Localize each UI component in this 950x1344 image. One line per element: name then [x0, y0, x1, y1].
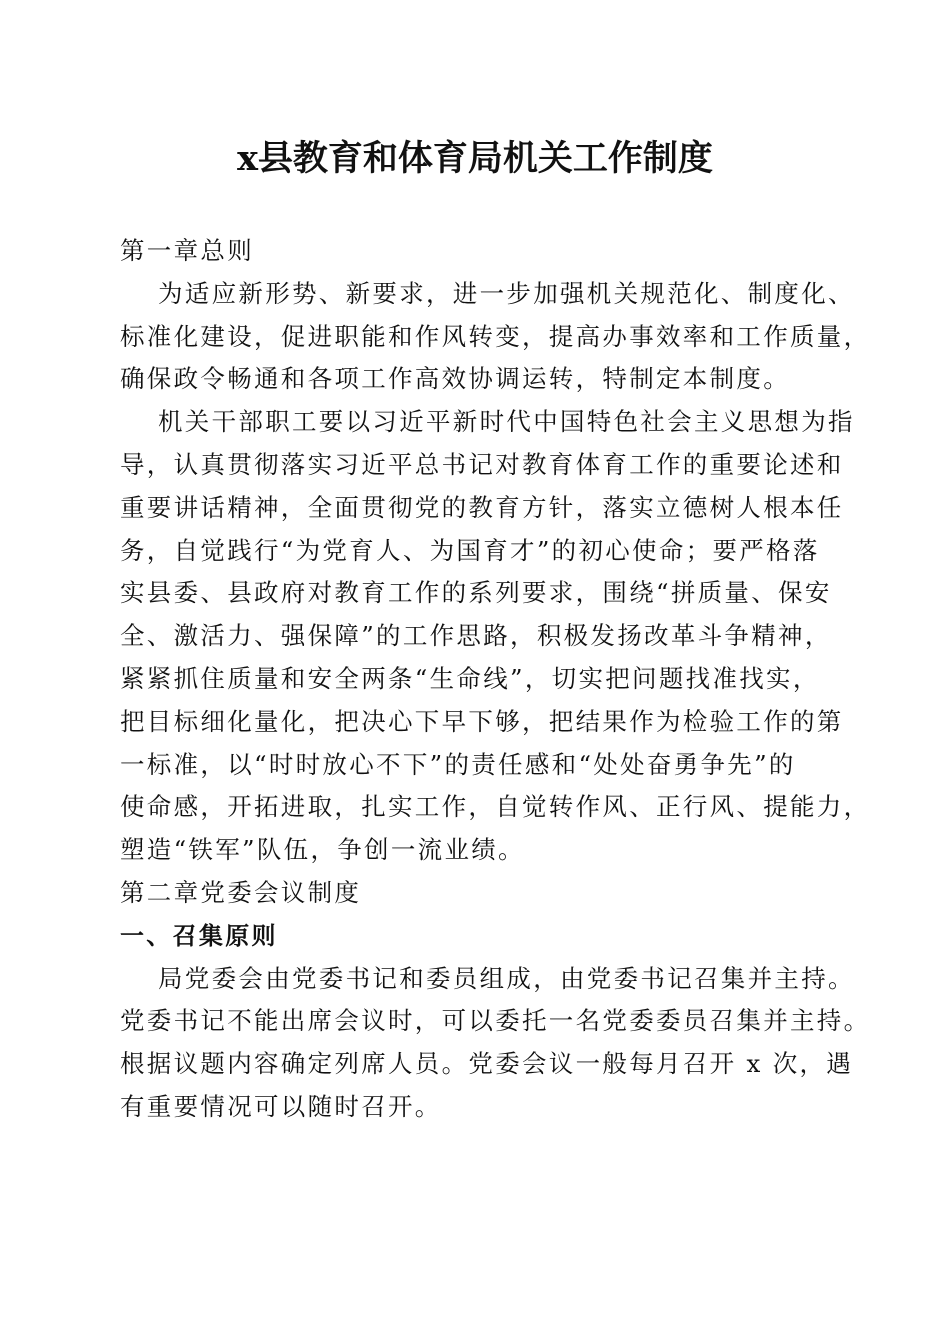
paragraph-line: 党委书记不能出席会议时，可以委托一名党委委员召集并主持。 [120, 1006, 871, 1036]
paragraph-line: 局党委会由党委书记和委员组成，由党委书记召集并主持。 [158, 963, 855, 993]
paragraph-line: 务，自觉践行“为党育人、为国育才”的初心使命；要严格落 [120, 535, 820, 565]
paragraph-line: 把目标细化量化，把决心下早下够，把结果作为检验工作的第 [120, 706, 844, 736]
paragraph-line: 导，认真贯彻落实习近平总书记对教育体育工作的重要论述和 [120, 449, 844, 479]
paragraph-line: 紧紧抓住质量和安全两条“生命线”，切实把问题找准找实， [120, 663, 820, 693]
paragraph-line: 全、激活力、强保障”的工作思路，积极发扬改革斗争精神， [120, 621, 832, 651]
paragraph-line: 机关干部职工要以习近平新时代中国特色社会主义思想为指 [158, 407, 855, 437]
chapter2-heading: 第二章党委会议制度 [120, 877, 362, 907]
paragraph-line: 确保政令畅通和各项工作高效协调运转，特制定本制度。 [120, 364, 790, 394]
paragraph-2 [120, 401, 871, 872]
document-title: x县教育和体育局机关工作制度 [237, 138, 713, 179]
document-body [120, 230, 871, 1129]
paragraph-3 [120, 958, 871, 1129]
paragraph-line: 塑造“铁军”队伍，争创一流业绩。 [120, 835, 525, 865]
paragraph-line: 实县委、县政府对教育工作的系列要求，围绕“拼质量、保安 [120, 578, 832, 608]
section1-heading: 一、召集原则 [120, 921, 278, 950]
paragraph-line: 根据议题内容确定列席人员。党委会议一般每月召开 x 次，遇 [120, 1049, 854, 1079]
paragraph-line: 使命感，开拓进取，扎实工作，自觉转作风、正行风、提能力， [120, 792, 871, 822]
chapter1-heading: 第一章总则 [120, 236, 254, 265]
paragraph-line: 重要讲话精神，全面贯彻党的教育方针，落实立德树人根本任 [120, 492, 844, 522]
paragraph-line: 为适应新形势、新要求，进一步加强机关规范化、制度化、 [158, 278, 855, 308]
paragraph-1 [120, 273, 871, 401]
paragraph-line: 标准化建设，促进职能和作风转变，提高办事效率和工作质量， [120, 321, 871, 351]
paragraph-line: 有重要情况可以随时召开。 [120, 1091, 442, 1121]
paragraph-line: 一标准，以“时时放心不下”的责任感和“处处奋勇争先”的 [120, 749, 796, 779]
